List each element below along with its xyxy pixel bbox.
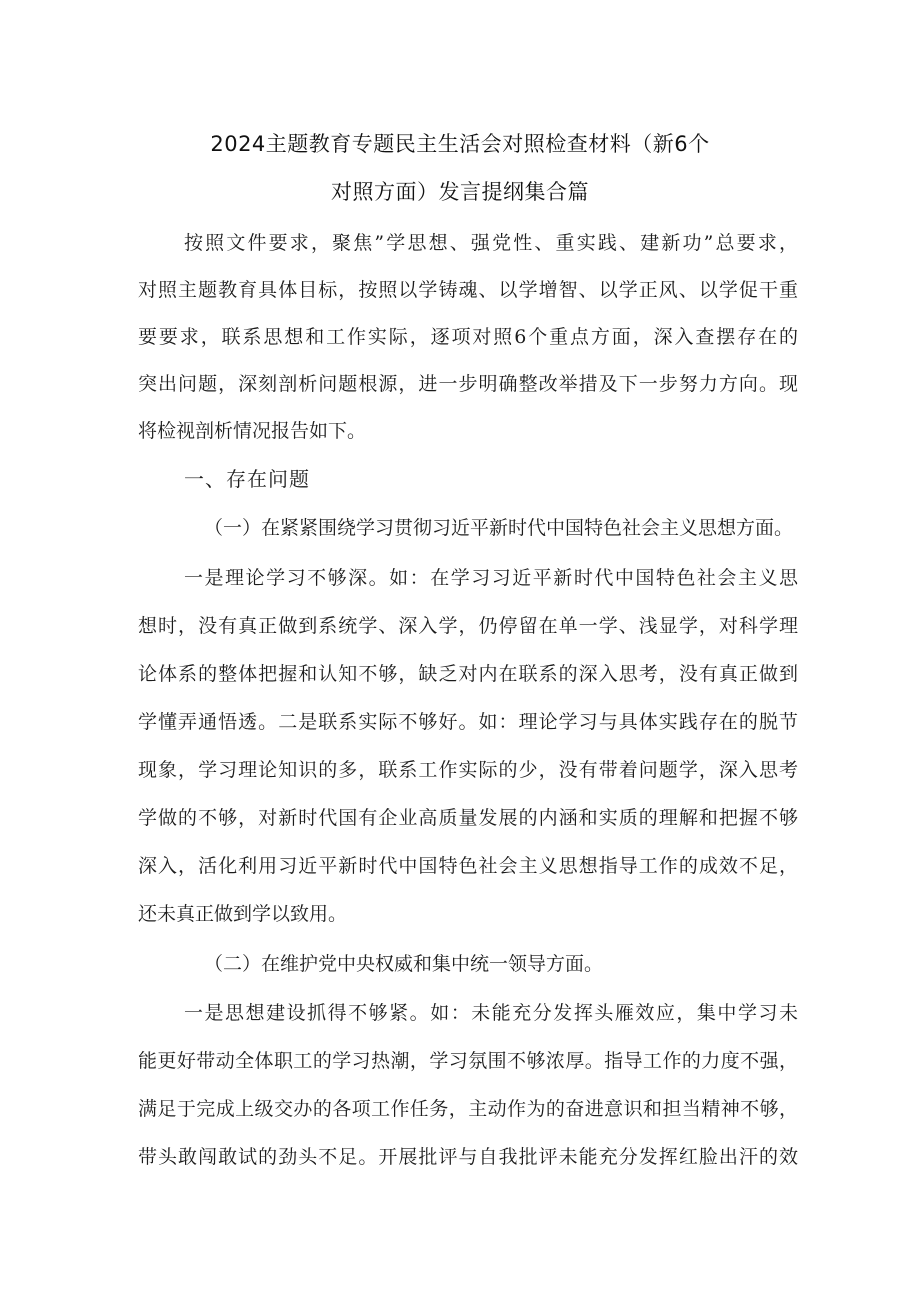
body-line: 深入，活化利用习近平新时代中国特色社会主义思想指导工作的成效不足， (138, 855, 798, 877)
subsection-heading: （二）在维护党中央权威和集中统一领导方面。 (204, 953, 604, 975)
body-line: 一是思想建设抓得不够紧。如：未能充分发挥头雁效应，集中学习未 (184, 1002, 798, 1024)
body-line: 一是理论学习不够深。如：在学习习近平新时代中国特色社会主义思 (184, 567, 798, 589)
body-line: 现象，学习理论知识的多，联系工作实际的少，没有带着问题学，深入思考 (138, 759, 798, 781)
body-line: 带头敢闯敢试的劲头不足。开展批评与自我批评未能充分发挥红脸出汗的效 (138, 1146, 798, 1168)
intro-line: 将检视剖析情况报告如下。 (138, 420, 367, 442)
body-line: 学做的不够，对新时代国有企业高质量发展的内涵和实质的理解和把握不够 (138, 807, 798, 829)
body-line: 学懂弄通悟透。二是联系实际不够好。如：理论学习与具体实践存在的脱节 (138, 711, 798, 733)
body-line: 满足于完成上级交办的各项工作任务，主动作为的奋进意识和担当精神不够， (138, 1098, 798, 1120)
intro-line: 突出问题，深刻剖析问题根源，进一步明确整改举措及下一步努力方向。现 (138, 373, 798, 395)
document-title-line-1: 2024主题教育专题民主生活会对照检查材料（新6个 (210, 132, 710, 156)
section-heading: 一、存在问题 (184, 467, 310, 491)
subsection-heading: （一）在紧紧围绕学习贯彻习近平新时代中国特色社会主义思想方面。 (204, 517, 794, 539)
document-title-line-2: 对照方面）发言提纲集合篇 (331, 180, 589, 204)
intro-line: 要要求，联系思想和工作实际，逐项对照6个重点方面，深入查摆存在的 (138, 326, 798, 348)
intro-line: 对照主题教育具体目标，按照以学铸魂、以学增智、以学正风、以学促干重 (138, 279, 798, 301)
body-line: 论体系的整体把握和认知不够，缺乏对内在联系的深入思考，没有真正做到 (138, 663, 798, 685)
body-line: 想时，没有真正做到系统学、深入学，仍停留在单一学、浅显学，对科学理 (138, 615, 798, 637)
intro-line: 按照文件要求，聚焦”学思想、强党性、重实践、建新功”总要求， (184, 232, 798, 254)
body-line: 能更好带动全体职工的学习热潮，学习氛围不够浓厚。指导工作的力度不强， (138, 1050, 798, 1072)
body-line: 还未真正做到学以致用。 (138, 903, 348, 925)
